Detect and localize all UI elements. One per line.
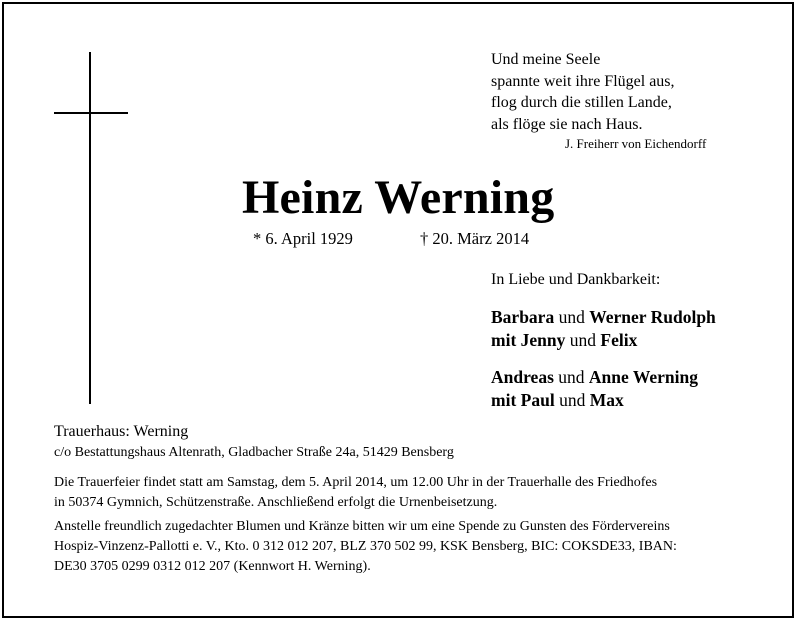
family-conjunction: und: [558, 367, 585, 387]
ceremony-text: in 50374 Gymnich, Schützenstraße. Anschließend erfolgt die Urnenbeisetzung.: [54, 495, 498, 510]
family-line: [491, 306, 716, 329]
family-name: Werner Rudolph: [589, 307, 716, 327]
birth-date: * 6. April 1929: [253, 229, 353, 248]
family-line: [491, 366, 698, 389]
cross-icon-bar: [54, 112, 128, 114]
family-name: Jenny: [520, 330, 566, 350]
family-conjunction: und: [559, 390, 586, 410]
mourning-house-title: Trauerhaus: Werning: [54, 423, 189, 440]
family-name: Barbara: [491, 307, 555, 327]
family-conjunction: und: [569, 330, 597, 350]
donation-text: Anstelle freundlich zugedachter Blumen und Kränze bitten wir um eine Spende zu Gunsten des Fördervereins: [54, 519, 670, 534]
poem: [491, 49, 675, 135]
family-name: Felix: [600, 330, 638, 350]
family-conjunction: mit: [491, 330, 517, 350]
donation-text: DE30 3705 0299 0312 012 207 (Kennwort H. Werning).: [54, 559, 371, 574]
deceased-name: Heinz Werning: [242, 171, 555, 224]
poem-line: spannte weit ihre Flügel aus,: [491, 72, 675, 90]
family-line: [491, 329, 716, 352]
cross-icon: [89, 52, 91, 404]
family-name: Paul: [520, 390, 555, 410]
poem-line: als flöge sie nach Haus.: [491, 115, 643, 133]
family-name: Max: [589, 390, 624, 410]
poem-line: Und meine Seele: [491, 51, 601, 68]
death-date: † 20. März 2014: [420, 229, 530, 248]
family-name: Andreas: [491, 367, 554, 387]
family-group-2: [491, 366, 698, 412]
poem-author: J. Freiherr von Eichendorff: [565, 136, 707, 151]
family-group-1: [491, 306, 716, 352]
mourners-intro: In Liebe und Dankbarkeit:: [491, 271, 661, 288]
mourning-house-address: c/o Bestattungshaus Altenrath, Gladbacher Straße 24a, 51429 Bensberg: [54, 445, 454, 460]
family-conjunction: und: [558, 307, 585, 327]
ceremony-text: Die Trauerfeier findet statt am Samstag, dem 5. April 2014, um 12.00 Uhr in der Trauerhalle des Friedhofes: [54, 475, 658, 490]
donation-text: Hospiz-Vinzenz-Pallotti e. V., Kto. 0 312 012 207, BLZ 370 502 99, KSK Bensberg, BIC: COKSDE33, IBAN:: [54, 539, 677, 554]
family-line: [491, 389, 698, 412]
family-name: Anne Werning: [588, 367, 698, 387]
family-conjunction: mit: [491, 390, 517, 410]
poem-line: flog durch die stillen Lande,: [491, 94, 672, 111]
